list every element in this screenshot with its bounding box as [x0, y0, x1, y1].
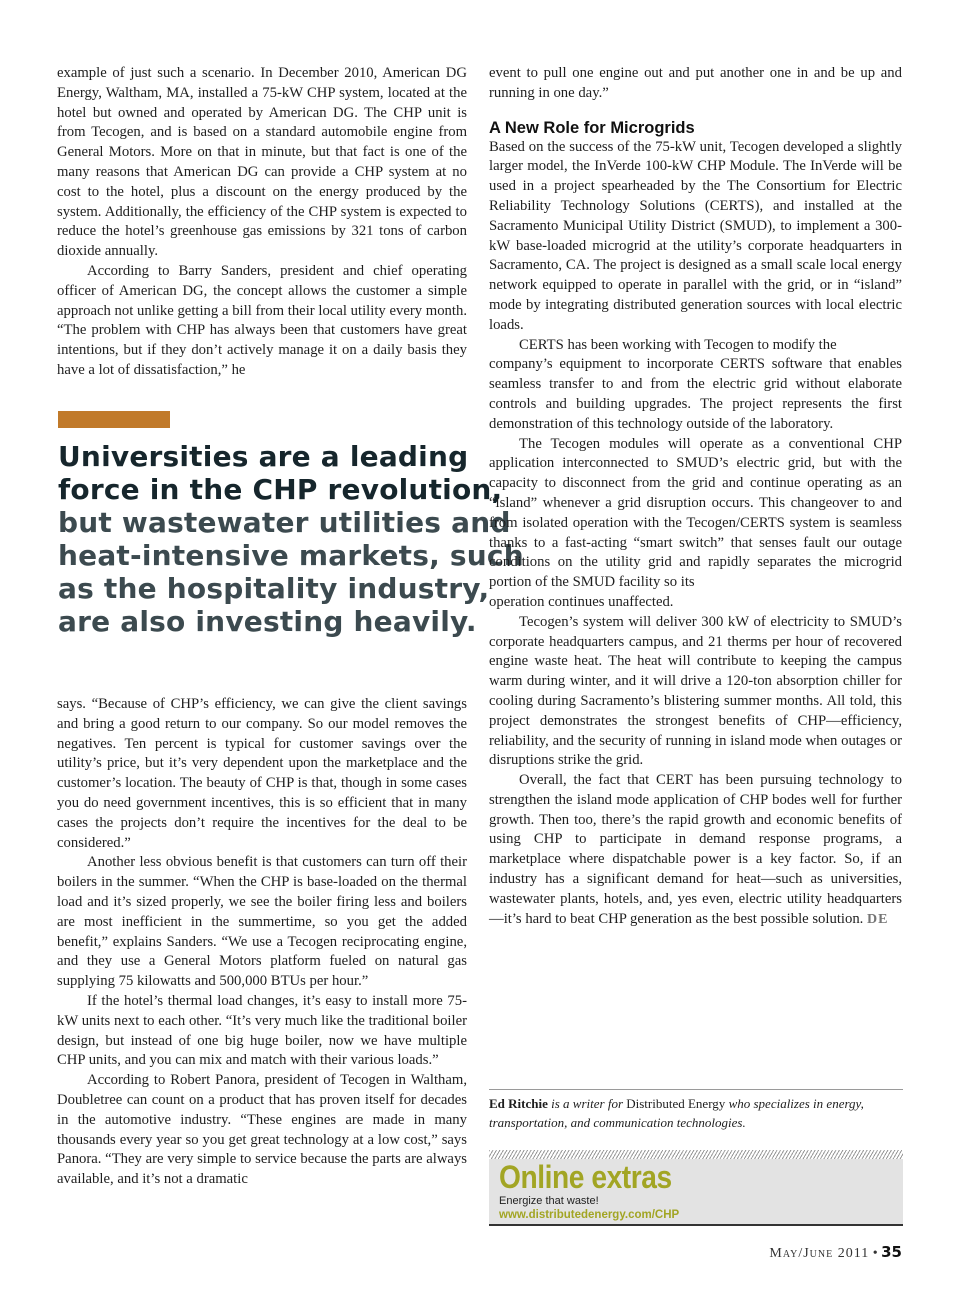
end-mark: DE	[867, 911, 889, 927]
body-paragraph: If the hotel’s thermal load changes, it’s easy to install more 75-kW units next to each other. “It’s very much like the traditional boiler design, but instead of one big huge boiler, now we have multiple CHP units, and you can mix and match with their various loads.”	[57, 992, 467, 1069]
decorative-stripes	[489, 1150, 903, 1159]
left-column-bottom	[57, 695, 467, 1190]
body-paragraph: According to Robert Panora, president of Tecogen in Waltham, Doubletree can count on a product that has proven itself for decades in the automotive industry. “These engines are made in many thousands every year so you get great technology at a low cost,” says Panora. “They are very simple to service because the parts are always available, and it’s not a dramatic	[57, 1072, 467, 1188]
issue-date: May/June 2011	[769, 1246, 870, 1261]
body-paragraph: example of just such a scenario. In December 2010, American DG Energy, Waltham, MA, installed a 75-kW CHP system, located at the hotel but owned and operated by American DG. The CHP unit is from Tecogen, and is based on a standard automobile engine from General Motors. More on that in minute, but that fact is one of the many reasons that American DG can provide a CHP system at no cost to the hotel, plus a discount on the energy produced by the system. Additionally, the efficiency of the CHP system is expected to reduce the hotel’s greenhouse gas emissions by 321 tons of carbon dioxide annually.	[57, 65, 467, 260]
body-paragraph: operation continues unaffected.	[489, 593, 674, 610]
author-bio	[489, 1089, 903, 1132]
page-number: 35	[881, 1243, 902, 1261]
body-paragraph: event to pull one engine out and put another one in and be up and running in one day.”	[489, 65, 902, 101]
online-extras-teaser: Energize that waste!	[499, 1195, 599, 1207]
online-extras-title: Online extras	[499, 1159, 672, 1195]
online-extras-link[interactable]: www.distributedenergy.com/CHP	[499, 1209, 680, 1221]
body-paragraph-wrapped: The Tecogen modules will operate as a conventional CHP application interconnected to SMUD’s electric grid, but with the capacity to disconnect from the grid and continue operating as an “island” whenever a grid disruption occurs. This changeover to and from isolated operation with the Tecogen/CERTS system is seamless thanks to a fast-acting “smart switch” that senses fault our outage conditions on the utility grid and rapidly separates the microgrid portion of the SMUD facility so its	[489, 435, 902, 591]
pull-quote-emphasis: Universities are a leading force in the CHP revolution,	[58, 440, 503, 506]
section-subhead: A New Role for Microgrids	[489, 118, 695, 137]
author-name: Ed Ritchie	[489, 1096, 548, 1111]
author-bio-text: is a writer for	[547, 1096, 627, 1111]
online-extras-content	[489, 1159, 903, 1226]
right-column	[489, 64, 902, 929]
left-column-top	[57, 64, 467, 381]
body-paragraph: Another less obvious benefit is that customers can turn off their boilers in the summer. “When the CHP is base-loaded on the thermal load and it’s sized properly, we see the boiler firing less and boilers are most inefficient in the summertime, so you get the added benefit,” explains Sanders. “We use a Tecogen reciprocating engine, and they use a General Motors platform fueled on natural gas supplying 75 kilowatts and 500,000 BTUs per hour.”	[57, 854, 467, 990]
body-paragraph-wrapped: company’s equipment to incorporate CERTS software that enables seamless transfer to and from the electric grid without elaborate controls and building upgrades. The project represents the first demonstration of this technology outside of the laboratory.	[489, 356, 902, 432]
pull-quote-rest: but wastewater utilities and heat-intensive markets, such as the hospitality industry, are also investing heavily.	[58, 506, 524, 638]
body-paragraph: says. “Because of CHP’s efficiency, we can give the client savings and bring a good return to our company. So our model removes the negatives. Ten percent is typical for customer savings over the utility’s price, but it’s very dependent upon the marketplace and the customer’s location. The beauty of CHP is that, though in some cases you do need government incentives, this is so efficient that in many cases the projects don’t require the incentives for the deal to be considered.”	[57, 696, 467, 851]
pull-quote-accent-bar	[58, 411, 170, 428]
pull-quote	[58, 440, 538, 638]
body-paragraph: According to Barry Sanders, president and chief operating officer of American DG, the concept allows the customer a simple approach not unlike getting a bill from their local utility every month. “The problem with CHP has always been that customers have great intentions, but if they don’t actively manage it on a daily basis they have a lot of dissatisfaction,” he	[57, 262, 467, 378]
publication-name: Distributed Energy	[626, 1096, 726, 1111]
page-footer	[769, 1243, 902, 1262]
body-paragraph: Tecogen’s system will deliver 300 kW of electricity to SMUD’s corporate headquarters campus, and 21 therms per hour of recovered engine waste heat. The heat will contribute to keeping the campus warm during winter, and it will drive a 120-ton absorption chiller for cooling during Sacramento’s blistering summer months. All told, this project demonstrates the strongest benefits of CHP—efficiency, reliability, and the security of running in island mode when outages or disruptions strike the grid.	[489, 613, 902, 769]
online-extras-box	[489, 1150, 903, 1228]
body-paragraph: Based on the success of the 75-kW unit, Tecogen developed a slightly larger model, the InVerde 100-kW CHP Module. The InVerde will be used in a project spearheaded by the The Consortium for Electric Reliability Technology Solutions (CERTS), and installed at the Sacramento Municipal Utility District (SMUD), to implement a 300-kW base-loaded microgrid at the utility’s corporate headquarters in Sacramento, CA. The project is designed as a small scale local energy network equipped to operate in parallel with the grid, or in “island” mode by integrating distributed generation sources with local electric loads.	[489, 138, 902, 333]
body-paragraph: CERTS has been working with Tecogen to modify the	[519, 336, 837, 353]
author-bio-text: who specializes in energy, transportation, and communication technologies.	[489, 1096, 864, 1130]
footer-separator: •	[872, 1246, 878, 1261]
body-paragraph	[489, 771, 902, 929]
closing-text: Overall, the fact that CERT has been pursuing technology to strengthen the island mode application of CHP bodes well for further growth. Then too, there’s the rapid growth and economic benefits of using CHP to participate in demand response programs, a marketplace where dispatchable power is a key factor. So, if an industry has a significant demand for heat—such as universities, wastewater plants, hotels, and, yes even, electric utility headquarters—it’s hard to beat CHP generation as the best possible solution.	[489, 772, 902, 927]
